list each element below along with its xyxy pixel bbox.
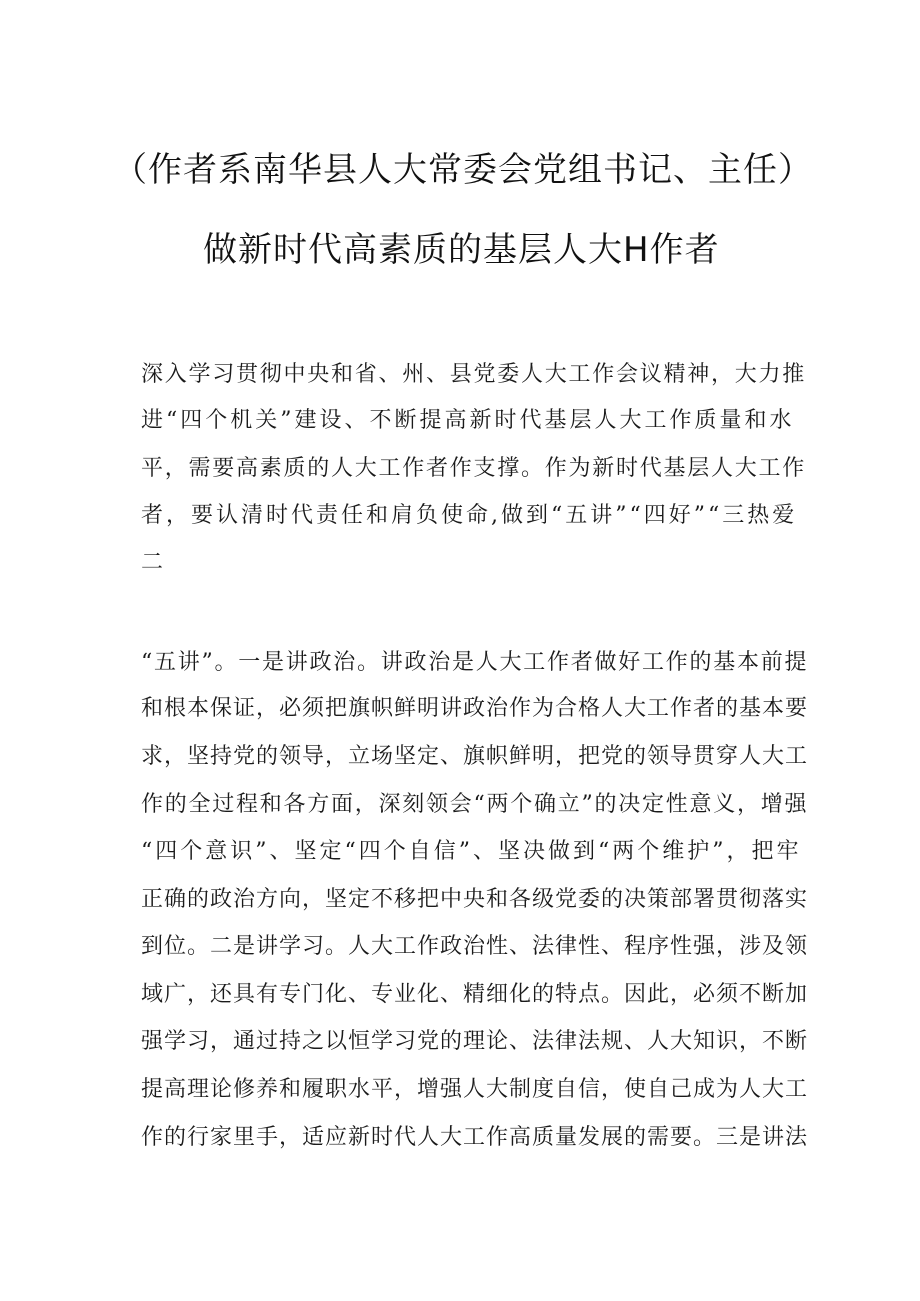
paragraph-line: 求，坚持党的领导，立场坚定、旗帜鲜明，把党的领导贯穿人大工 bbox=[141, 744, 809, 769]
paragraph-line: 和根本保证，必须把旗帜鲜明讲政治作为合格人大工作者的基本要 bbox=[141, 696, 809, 721]
paragraph-line: 深入学习贯彻中央和省、州、县党委人大工作会议精神，大力推 bbox=[141, 362, 807, 387]
paragraph-line: “四个意识”、坚定“四个自信”、坚决做到“两个维护”，把牢 bbox=[141, 839, 802, 864]
paragraph-line: 正确的政治方向，坚定不移把中央和各级党委的决策部署贯彻落实 bbox=[141, 887, 809, 912]
paragraph-line: 域广，还具有专门化、专业化、精细化的特点。因此，必须不断加 bbox=[141, 982, 809, 1007]
paragraph-line: 进“四个机关”建设、不断提高新时代基层人大工作质量和水 bbox=[141, 408, 795, 433]
paragraph-line: “五讲”。一是讲政治。讲政治是人大工作者做好工作的基本前提 bbox=[141, 650, 809, 675]
paragraph-line: 者，要认清时代责任和肩负使命,做到“五讲”“四好”“三热爱 bbox=[141, 503, 798, 528]
paragraph-line: 作的行家里手，适应新时代人大工作高质量发展的需要。三是讲法 bbox=[141, 1125, 809, 1150]
paragraph-line: 到位。二是讲学习。人大工作政治性、法律性、程序性强，涉及领 bbox=[141, 934, 809, 959]
paragraph-line: 作的全过程和各方面，深刻领会“两个确立”的决定性意义，增强 bbox=[141, 792, 809, 817]
paragraph-line: 强学习，通过持之以恒学习党的理论、法律法规、人大知识，不断 bbox=[141, 1029, 809, 1054]
paragraph-line: 二 bbox=[141, 550, 167, 575]
author-note-title: （作者系南华县人大常委会党组书记、主任） bbox=[113, 150, 813, 190]
paragraph-line: 提高理论修养和履职水平，增强人大制度自信，使自己成为人大工 bbox=[141, 1077, 809, 1102]
document-title: 做新时代高素质的基层人大Η作者 bbox=[203, 230, 720, 270]
paragraph-line: 平，需要高素质的人大工作者作支撑。作为新时代基层人大工作 bbox=[141, 456, 807, 481]
